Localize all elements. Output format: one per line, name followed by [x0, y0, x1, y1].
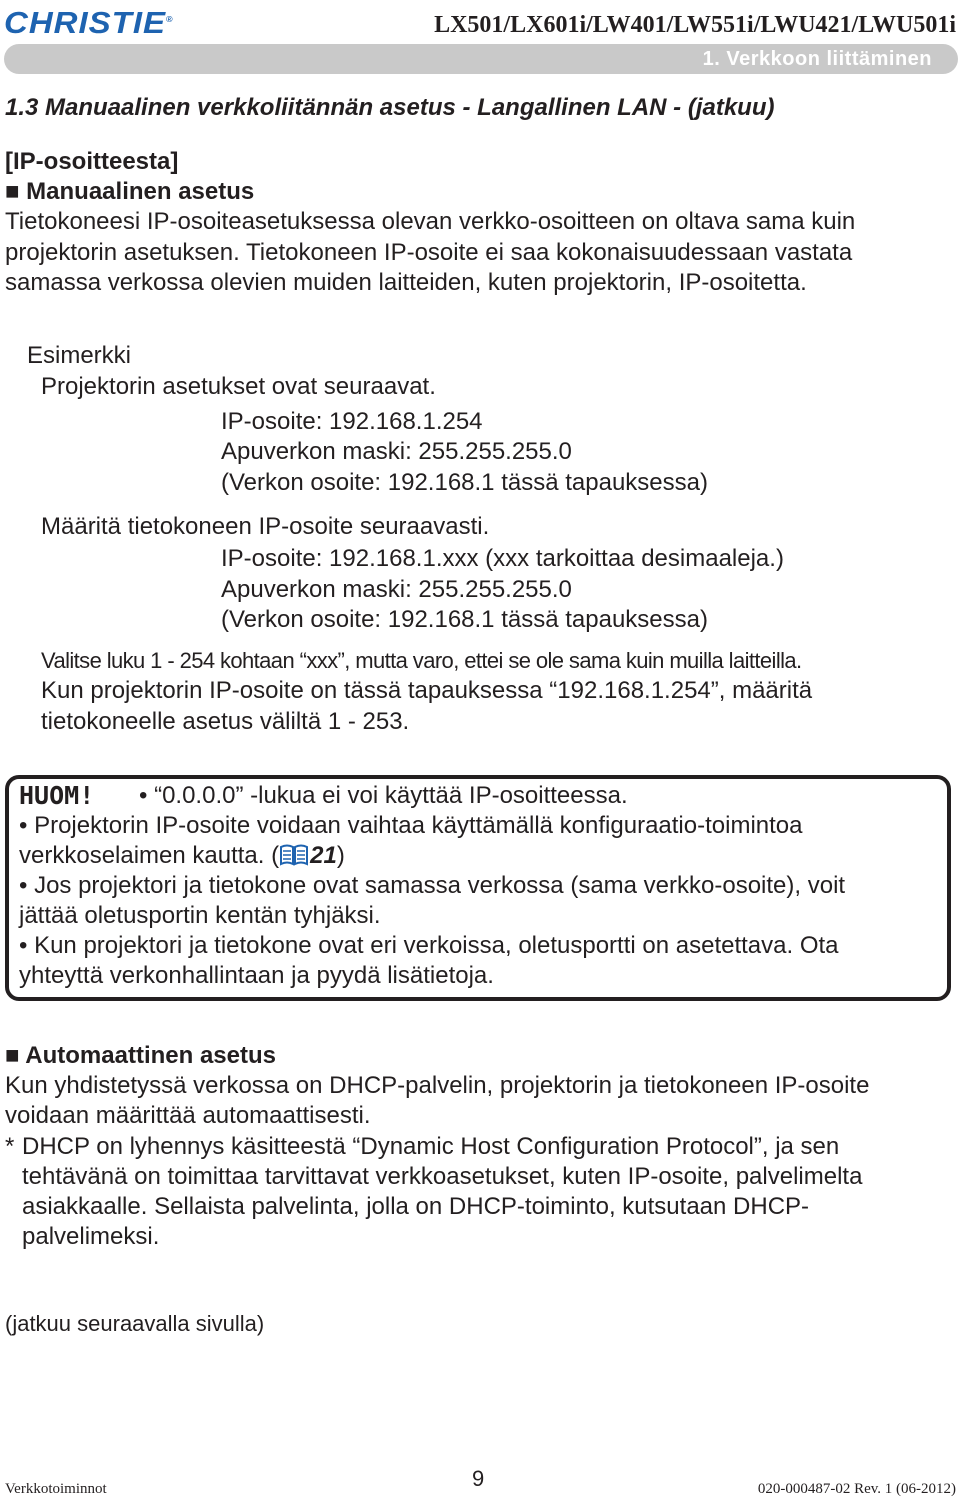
auto-setting-line: Kun yhdistetyssä verkossa on DHCP-palvelin, projektorin ja tietokoneen IP-osoite [5, 1072, 870, 1099]
ip-section-line: samassa verkossa olevien muiden laitteiden, kuten projektorin, IP-osoitetta. [5, 269, 807, 296]
ip-section-line: Tietokoneesi IP-osoiteasetuksessa olevan verkko-osoitteen on oltava sama kuin [5, 208, 856, 235]
dhcp-footnote-line: asiakkaalle. Sellaista palvelinta, jolla on DHCP-toiminto, kutsutaan DHCP- [22, 1193, 810, 1220]
registered-mark: ® [166, 14, 174, 24]
computer-settings-intro: Määritä tietokoneen IP-osoite seuraavasti. [41, 513, 490, 540]
section-title: 1. Verkkoon liittäminen [702, 48, 932, 70]
projector-ip: IP-osoite: 192.168.1.254 [221, 408, 483, 435]
note-item-continued: yhteyttä verkonhallintaan ja pyydä lisätietoja. [19, 962, 494, 989]
note-item: • Jos projektori ja tietokone ovat samassa verkossa (sama verkko-osoite), voit [19, 872, 846, 899]
note-item: • Kun projektori ja tietokone ovat eri verkoissa, oletusportti on asetettava. Ota [19, 932, 839, 959]
example-final-line: Kun projektorin IP-osoite on tässä tapauksessa “192.168.1.254”, määritä [41, 677, 813, 704]
computer-ip: IP-osoite: 192.168.1.xxx (xxx tarkoittaa desimaaleja.) [221, 545, 784, 572]
footer-document-id: 020-000487-02 Rev. 1 (06-2012) [757, 1481, 956, 1497]
projector-subnet-mask: Apuverkon maski: 255.255.255.0 [221, 438, 572, 465]
auto-setting-heading: ■ Automaattinen asetus [5, 1042, 276, 1069]
projector-network-address: (Verkon osoite: 192.168.1 tässä tapauksessa) [221, 469, 708, 496]
choose-value-line: Valitse luku 1 - 254 kohtaan “xxx”, mutta varo, ettei se ole sama kuin muilla laitteilla. [41, 648, 802, 673]
ip-section-line: projektorin asetuksen. Tietokoneen IP-osoite ei saa kokonaisuudessaan vastata [5, 239, 853, 266]
computer-network-address: (Verkon osoite: 192.168.1 tässä tapauksessa) [221, 606, 708, 633]
note-item-continued: verkkoselaimen kautta. ( 21) [19, 841, 345, 874]
dhcp-footnote-line: DHCP on lyhennys käsitteestä “Dynamic Host Configuration Protocol”, ja sen [22, 1133, 840, 1160]
page-title: 1.3 Manuaalinen verkkoliitännän asetus - Langallinen LAN - (jatkuu) [5, 94, 775, 121]
model-list: LX501/LX601i/LW401/LW551i/LWU421/LWU501i [434, 12, 956, 38]
dhcp-footnote-line: palvelimeksi. [22, 1223, 160, 1250]
book-reference-icon [279, 844, 309, 874]
note-label: HUOM! [19, 781, 95, 810]
note-item-continued: jättää oletusportin kentän tyhjäksi. [19, 902, 381, 929]
note-item: • Projektorin IP-osoite voidaan vaihtaa käyttämällä konfiguraatio-toimintoa [19, 812, 803, 839]
manual-setting-heading: ■ Manuaalinen asetus [5, 178, 255, 205]
dhcp-footnote-line: tehtävänä on toimittaa tarvittavat verkkoasetukset, kuten IP-osoite, palvelimelta [22, 1163, 863, 1190]
footer-chapter: Verkkotoiminnot [5, 1481, 107, 1497]
continues-note: (jatkuu seuraavalla sivulla) [5, 1311, 265, 1336]
projector-settings-intro: Projektorin asetukset ovat seuraavat. [41, 373, 436, 400]
page-number: 9 [472, 1466, 485, 1491]
auto-setting-line: voidaan määrittää automaattisesti. [5, 1102, 371, 1129]
computer-subnet-mask: Apuverkon maski: 255.255.255.0 [221, 576, 572, 603]
christie-logo: CHRISTIE® [4, 5, 174, 40]
example-final-line: tietokoneelle asetus väliltä 1 - 253. [41, 708, 410, 735]
page-reference-link[interactable]: 21 [310, 842, 337, 869]
dhcp-footnote-marker: * [5, 1133, 15, 1160]
ip-section-heading: [IP-osoitteesta] [5, 148, 179, 175]
example-label: Esimerkki [27, 342, 132, 369]
note-item: • “0.0.0.0” -lukua ei voi käyttää IP-osoitteessa. [139, 782, 628, 809]
